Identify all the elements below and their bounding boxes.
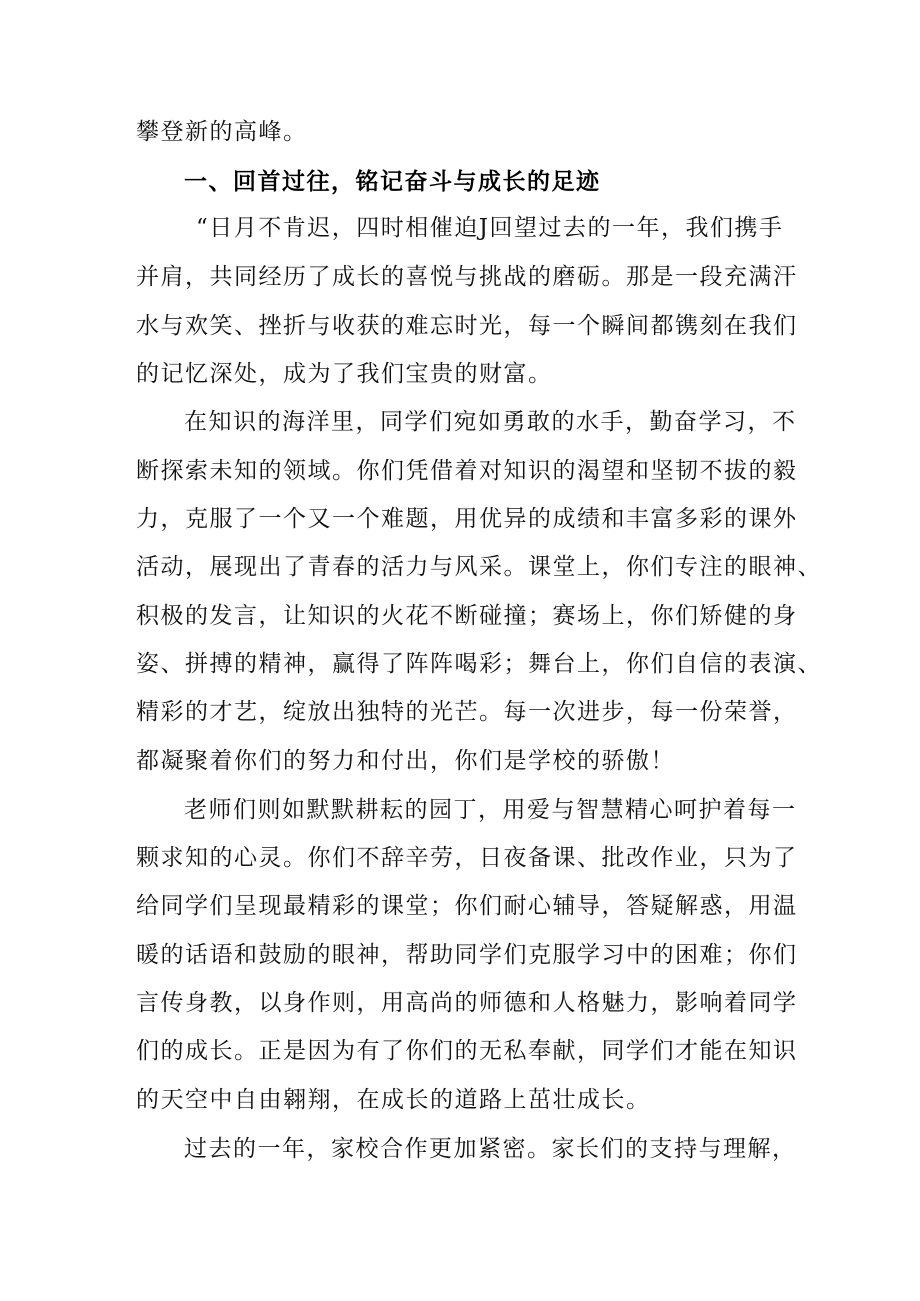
- text-line: “日月不肯迟，四时相催迫J回望过去的一年，我们携手: [196, 215, 784, 241]
- text-line: 在知识的海洋里，同学们宛如勇敢的水手，勤奋学习，不: [184, 409, 797, 435]
- text-line: 言传身教，以身作则，用高尚的师德和人格魅力，影响着同学: [136, 990, 798, 1016]
- text-line: 都凝聚着你们的努力和付出，你们是学校的骄傲！: [136, 748, 675, 774]
- text-line: 断探索未知的领域。你们凭借着对知识的渴望和坚韧不拔的毅: [136, 458, 798, 484]
- text-line: 过去的一年，家校合作更加紧密。家长们的支持与理解，: [184, 1136, 797, 1162]
- text-line: 颗求知的心灵。你们不辞辛劳，日夜备课、批改作业，只为了: [136, 845, 798, 871]
- text-line: 积极的发言，让知识的火花不断碰撞；赛场上，你们矫健的身: [136, 603, 798, 629]
- text-line: 给同学们呈现最精彩的课堂；你们耐心辅导，答疑解惑，用温: [136, 893, 798, 919]
- text-line: 水与欢笑、挫折与收获的难忘时光，每一个瞬间都镌刻在我们: [136, 313, 798, 339]
- text-line: 精彩的才艺，绽放出独特的光芒。每一次进步，每一份荣誉，: [136, 699, 798, 725]
- text-line: 攀登新的高峰。: [136, 119, 308, 145]
- text-line: 力，克服了一个又一个难题，用优异的成绩和丰富多彩的课外: [136, 506, 798, 532]
- section-heading: 一、回首过往，铭记奋斗与成长的足迹: [184, 169, 601, 195]
- text-line: 的记忆深处，成为了我们宝贵的财富。: [136, 361, 553, 387]
- text-line: 姿、拼搏的精神，赢得了阵阵喝彩；舞台上，你们自信的表演、: [136, 651, 822, 677]
- text-line: 并肩，共同经历了成长的喜悦与挑战的磨砺。那是一段充满汗: [136, 264, 798, 290]
- text-line: 的天空中自由翱翔，在成长的道路上茁壮成长。: [136, 1087, 651, 1113]
- text-line: 暖的话语和鼓励的眼神，帮助同学们克服学习中的困难；你们: [136, 942, 798, 968]
- text-line: 们的成长。正是因为有了你们的无私奉献，同学们才能在知识: [136, 1038, 798, 1064]
- text-line: 活动，展现出了青春的活力与风采。课堂上，你们专注的眼神、: [136, 554, 822, 580]
- text-line: 老师们则如默默耕耘的园丁，用爱与智慧精心呵护着每一: [184, 797, 797, 823]
